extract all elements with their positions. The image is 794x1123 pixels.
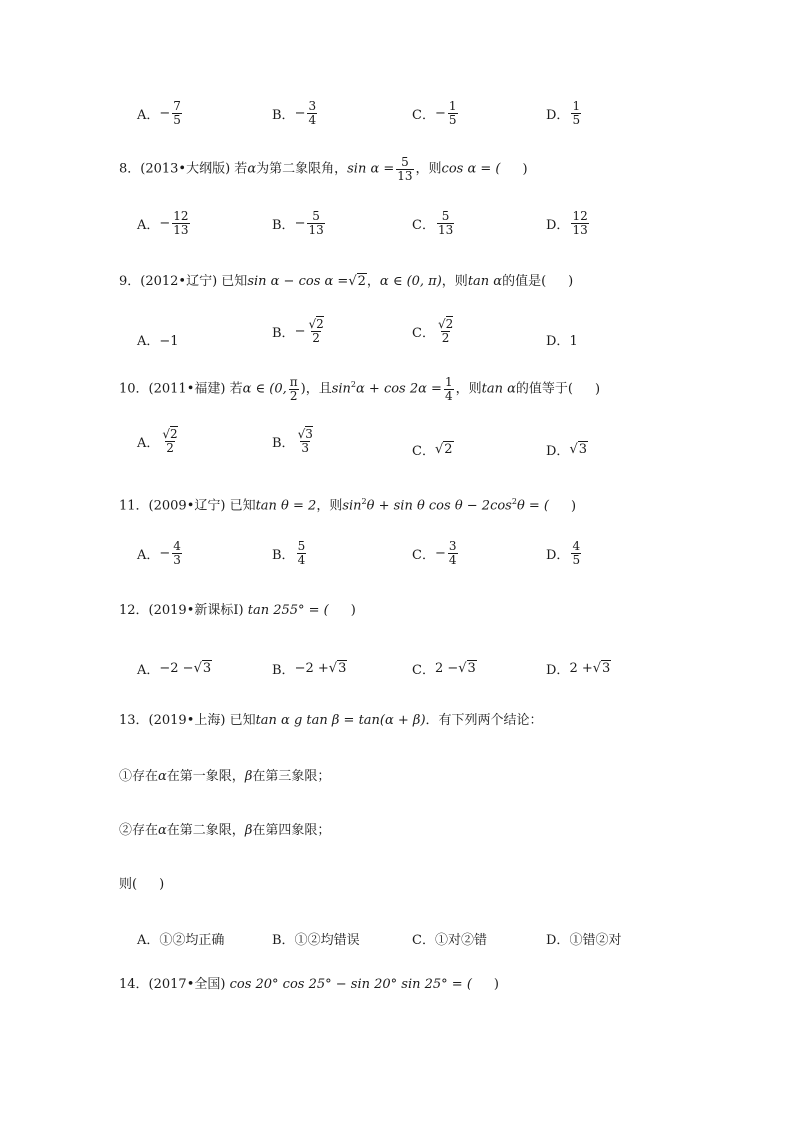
- sign: −: [159, 216, 171, 231]
- text: ．有下列两个结论：: [425, 713, 543, 728]
- option-value: ①错②对: [569, 933, 622, 948]
- fraction: [307, 100, 317, 127]
- denominator: 5: [572, 553, 581, 567]
- option-label: C．: [412, 933, 435, 948]
- text: ，则: [415, 161, 442, 177]
- sqrt: √2: [434, 442, 453, 457]
- q8-option-a[interactable]: [137, 210, 192, 237]
- option-label: B．: [272, 326, 295, 341]
- denominator: 3: [173, 553, 181, 567]
- text: 的值等于(: [515, 381, 573, 397]
- q11-option-c[interactable]: [412, 540, 460, 567]
- fraction: [448, 540, 458, 567]
- math-expr: tan θ = 2: [255, 498, 317, 514]
- option-label: C．: [412, 326, 435, 341]
- denominator: 3: [301, 441, 310, 455]
- denominator: 13: [397, 169, 413, 183]
- fraction: [396, 156, 413, 183]
- text: 为第二象限角，: [256, 161, 348, 177]
- denominator: 13: [173, 223, 189, 237]
- radicand: 3: [202, 661, 212, 676]
- option-label: D．: [546, 218, 570, 233]
- question-11-stem: [119, 494, 576, 515]
- math-expr: cos 20° cos 25° − sin 20° sin 25° = (: [229, 977, 472, 992]
- radicand: 3: [305, 427, 313, 441]
- q12-option-b[interactable]: [272, 659, 347, 678]
- q7-option-b[interactable]: [272, 100, 319, 127]
- option-value: 1: [569, 334, 578, 349]
- option-label: C．: [412, 663, 435, 678]
- sqrt: √3: [592, 661, 611, 676]
- question-number: 10．(2011•福建) 若: [119, 381, 243, 397]
- numerator: 5: [312, 209, 320, 223]
- denominator: 4: [297, 553, 306, 567]
- q7-option-d[interactable]: [546, 100, 583, 127]
- denominator: 2: [441, 331, 450, 345]
- numerator: 5: [441, 209, 450, 223]
- math-expr: sin α =: [347, 161, 395, 177]
- text: 在第二象限，: [166, 823, 245, 838]
- q9-option-c[interactable]: [412, 318, 456, 345]
- answer-blank[interactable]: ): [571, 498, 577, 514]
- text: ，则: [455, 381, 482, 397]
- denominator: 4: [308, 113, 317, 127]
- q7-option-a[interactable]: [137, 100, 184, 127]
- fraction: [571, 540, 581, 567]
- numerator: 1: [572, 99, 581, 113]
- sign: −: [434, 546, 446, 561]
- question-number: 9．(2012•辽宁) 已知: [119, 274, 248, 289]
- option-label: A．: [137, 933, 160, 948]
- radicand: 3: [578, 442, 588, 457]
- question-number: 12．(2019•新课标Ⅰ): [119, 603, 244, 618]
- text: ，则: [441, 274, 468, 289]
- fraction: [297, 428, 314, 455]
- question-13-conclusion-2: [119, 823, 330, 839]
- sign: −: [294, 324, 306, 339]
- math-var: α: [158, 823, 167, 838]
- text: ，则: [316, 498, 343, 514]
- numerator: 1: [448, 99, 457, 113]
- option-label: B．: [272, 933, 295, 948]
- q12-option-c[interactable]: [412, 659, 477, 678]
- denominator: 5: [448, 113, 457, 127]
- numerator: √2: [437, 317, 454, 331]
- denominator: 2: [312, 331, 320, 345]
- option-value: ①②均正确: [159, 933, 225, 948]
- math-var: α: [158, 769, 167, 784]
- option-label: B．: [272, 436, 295, 451]
- text: ①存在: [119, 769, 159, 784]
- numerator: √3: [297, 427, 313, 441]
- option-label: C．: [412, 444, 435, 459]
- exponent: 2: [361, 497, 367, 506]
- math-expr: θ + sin θ cos θ − 2cos: [366, 498, 512, 514]
- numerator: 5: [401, 155, 409, 169]
- option-label: B．: [272, 218, 295, 233]
- fraction: [437, 210, 454, 237]
- question-14-stem: [119, 977, 499, 994]
- numerator: 3: [448, 539, 457, 553]
- fraction: [172, 540, 182, 567]
- option-value: ①②均错误: [294, 933, 360, 948]
- text: ②存在: [119, 823, 159, 838]
- denominator: 5: [173, 113, 181, 127]
- option-value: 2 −: [434, 661, 459, 676]
- fraction: [172, 100, 182, 127]
- sign: −: [159, 546, 171, 561]
- answer-blank[interactable]: ): [159, 877, 165, 892]
- q12-option-d[interactable]: [546, 659, 611, 678]
- radicand: 2: [445, 317, 454, 331]
- math-var: α: [247, 161, 257, 177]
- exponent: 2: [511, 497, 517, 506]
- question-number: 11．(2009•辽宁) 已知: [119, 498, 256, 514]
- question-8-stem: [119, 156, 528, 183]
- sqrt: √3: [569, 442, 588, 457]
- numerator: 4: [572, 539, 581, 553]
- option-value: −1: [159, 334, 179, 349]
- question-13-then: [119, 877, 164, 893]
- option-label: A．: [137, 663, 160, 678]
- q12-option-a[interactable]: [137, 659, 212, 678]
- option-label: A．: [137, 218, 160, 233]
- q9-option-d[interactable]: [546, 330, 578, 349]
- q8-option-c[interactable]: [412, 210, 456, 237]
- fraction: [571, 210, 588, 237]
- radicand: 2: [170, 427, 178, 441]
- exponent: 2: [350, 380, 357, 389]
- radicand: 2: [444, 442, 453, 457]
- text: 在第四象限；: [252, 823, 331, 838]
- denominator: 2: [166, 441, 174, 455]
- denominator: 13: [437, 223, 454, 237]
- numerator: 3: [308, 99, 317, 113]
- option-label: B．: [272, 548, 295, 563]
- math-expr: sin: [342, 498, 362, 514]
- answer-blank[interactable]: ): [594, 381, 601, 397]
- option-label: A．: [137, 334, 160, 349]
- sqrt: √2: [348, 274, 366, 289]
- denominator: 4: [448, 553, 457, 567]
- q8-option-b[interactable]: [272, 210, 327, 237]
- text: ，且: [305, 381, 332, 397]
- q9-option-b[interactable]: [272, 318, 327, 345]
- math-expr: sin: [331, 381, 351, 397]
- radicand: 3: [602, 661, 611, 676]
- option-value: −2 +: [294, 661, 329, 676]
- option-label: D．: [546, 334, 570, 349]
- numerator: 1: [444, 375, 453, 389]
- math-expr: tan 255° = (: [247, 603, 329, 618]
- fraction: [444, 376, 454, 403]
- q13-option-b[interactable]: [272, 929, 360, 948]
- option-label: B．: [272, 108, 295, 123]
- text: ，: [366, 274, 380, 289]
- option-label: A．: [137, 436, 160, 451]
- fraction: [571, 100, 581, 127]
- fraction: [437, 318, 454, 345]
- numerator: √2: [308, 317, 324, 331]
- fraction: [297, 540, 307, 567]
- sign: −: [434, 106, 446, 121]
- option-label: C．: [412, 218, 435, 233]
- math-expr: ): [300, 381, 306, 397]
- option-value: −2 −: [159, 661, 194, 676]
- option-label: A．: [137, 548, 160, 563]
- fraction: [448, 100, 458, 127]
- option-label: D．: [546, 108, 570, 123]
- fraction: [172, 210, 189, 237]
- q13-option-a[interactable]: [137, 929, 224, 948]
- question-13-conclusion-1: [119, 769, 330, 785]
- question-number: 8．(2013•大纲版) 若: [119, 161, 248, 177]
- math-expr: sin α − cos α =: [247, 274, 349, 289]
- math-expr: cos α = (: [441, 161, 501, 177]
- numerator: √2: [162, 427, 178, 441]
- math-expr: α ∈ (0, π): [379, 274, 442, 289]
- sign: −: [294, 216, 306, 231]
- denominator: 13: [308, 223, 324, 237]
- q13-option-d[interactable]: [546, 929, 621, 948]
- math-expr: tan α: [481, 381, 516, 397]
- fraction: [289, 376, 299, 403]
- numerator: 5: [297, 539, 306, 553]
- question-10-stem: [119, 376, 600, 403]
- q10-option-d[interactable]: [546, 440, 588, 459]
- q9-option-a[interactable]: [137, 330, 179, 349]
- answer-blank[interactable]: ): [568, 274, 574, 289]
- denominator: 4: [444, 389, 453, 403]
- option-value: 2 +: [569, 661, 593, 676]
- numerator: 12: [572, 209, 588, 223]
- q11-option-d[interactable]: [546, 540, 583, 567]
- option-value: ①对②错: [434, 933, 487, 948]
- math-var: β: [244, 823, 253, 838]
- fraction: [307, 210, 324, 237]
- option-label: B．: [272, 663, 295, 678]
- text: 在第三象限；: [252, 769, 331, 784]
- sign: −: [294, 106, 306, 121]
- math-var: β: [244, 769, 253, 784]
- option-label: D．: [546, 548, 570, 563]
- radicand: 2: [357, 274, 366, 289]
- text: 则(: [119, 877, 138, 892]
- math-expr: α ∈ (0,: [242, 381, 287, 397]
- q10-option-c[interactable]: [412, 440, 454, 459]
- answer-blank[interactable]: ): [350, 603, 356, 618]
- option-label: D．: [546, 933, 570, 948]
- math-expr: θ = (: [516, 498, 550, 514]
- q7-option-c[interactable]: [412, 100, 460, 127]
- math-expr: α + cos 2α =: [356, 381, 442, 397]
- text: 的值是(: [502, 274, 547, 289]
- radicand: 3: [467, 661, 476, 676]
- question-13-stem: [119, 713, 543, 730]
- option-label: A．: [137, 108, 160, 123]
- sign: −: [159, 106, 171, 121]
- denominator: 13: [572, 223, 588, 237]
- option-label: C．: [412, 108, 435, 123]
- sqrt: √3: [193, 661, 212, 676]
- question-number: 13．(2019•上海) 已知: [119, 713, 256, 728]
- fraction: [307, 318, 324, 345]
- q10-option-b[interactable]: [272, 428, 316, 455]
- question-12-stem: [119, 603, 356, 620]
- answer-blank[interactable]: ): [522, 161, 528, 177]
- answer-blank[interactable]: ): [493, 977, 499, 992]
- numerator: 4: [173, 539, 181, 553]
- fraction: [161, 428, 178, 455]
- numerator: 7: [173, 99, 181, 113]
- numerator: π: [289, 375, 298, 389]
- math-expr: tan α g tan β = tan(α + β): [255, 713, 426, 728]
- q13-option-c[interactable]: [412, 929, 487, 948]
- option-label: C．: [412, 548, 435, 563]
- q8-option-d[interactable]: [546, 210, 591, 237]
- question-number: 14．(2017•全国): [119, 977, 226, 992]
- sqrt: √3: [458, 661, 476, 676]
- denominator: 2: [289, 389, 298, 403]
- text: 在第一象限，: [166, 769, 245, 784]
- q10-option-a[interactable]: [137, 428, 181, 455]
- q11-option-a[interactable]: [137, 540, 184, 567]
- sqrt: √3: [328, 661, 347, 676]
- question-9-stem: [119, 274, 573, 291]
- math-expr: tan α: [467, 274, 503, 289]
- denominator: 5: [572, 113, 581, 127]
- option-label: D．: [546, 663, 570, 678]
- radicand: 3: [338, 661, 347, 676]
- numerator: 12: [173, 209, 189, 223]
- option-label: D．: [546, 444, 570, 459]
- q11-option-b[interactable]: [272, 540, 308, 567]
- radicand: 2: [316, 317, 324, 331]
